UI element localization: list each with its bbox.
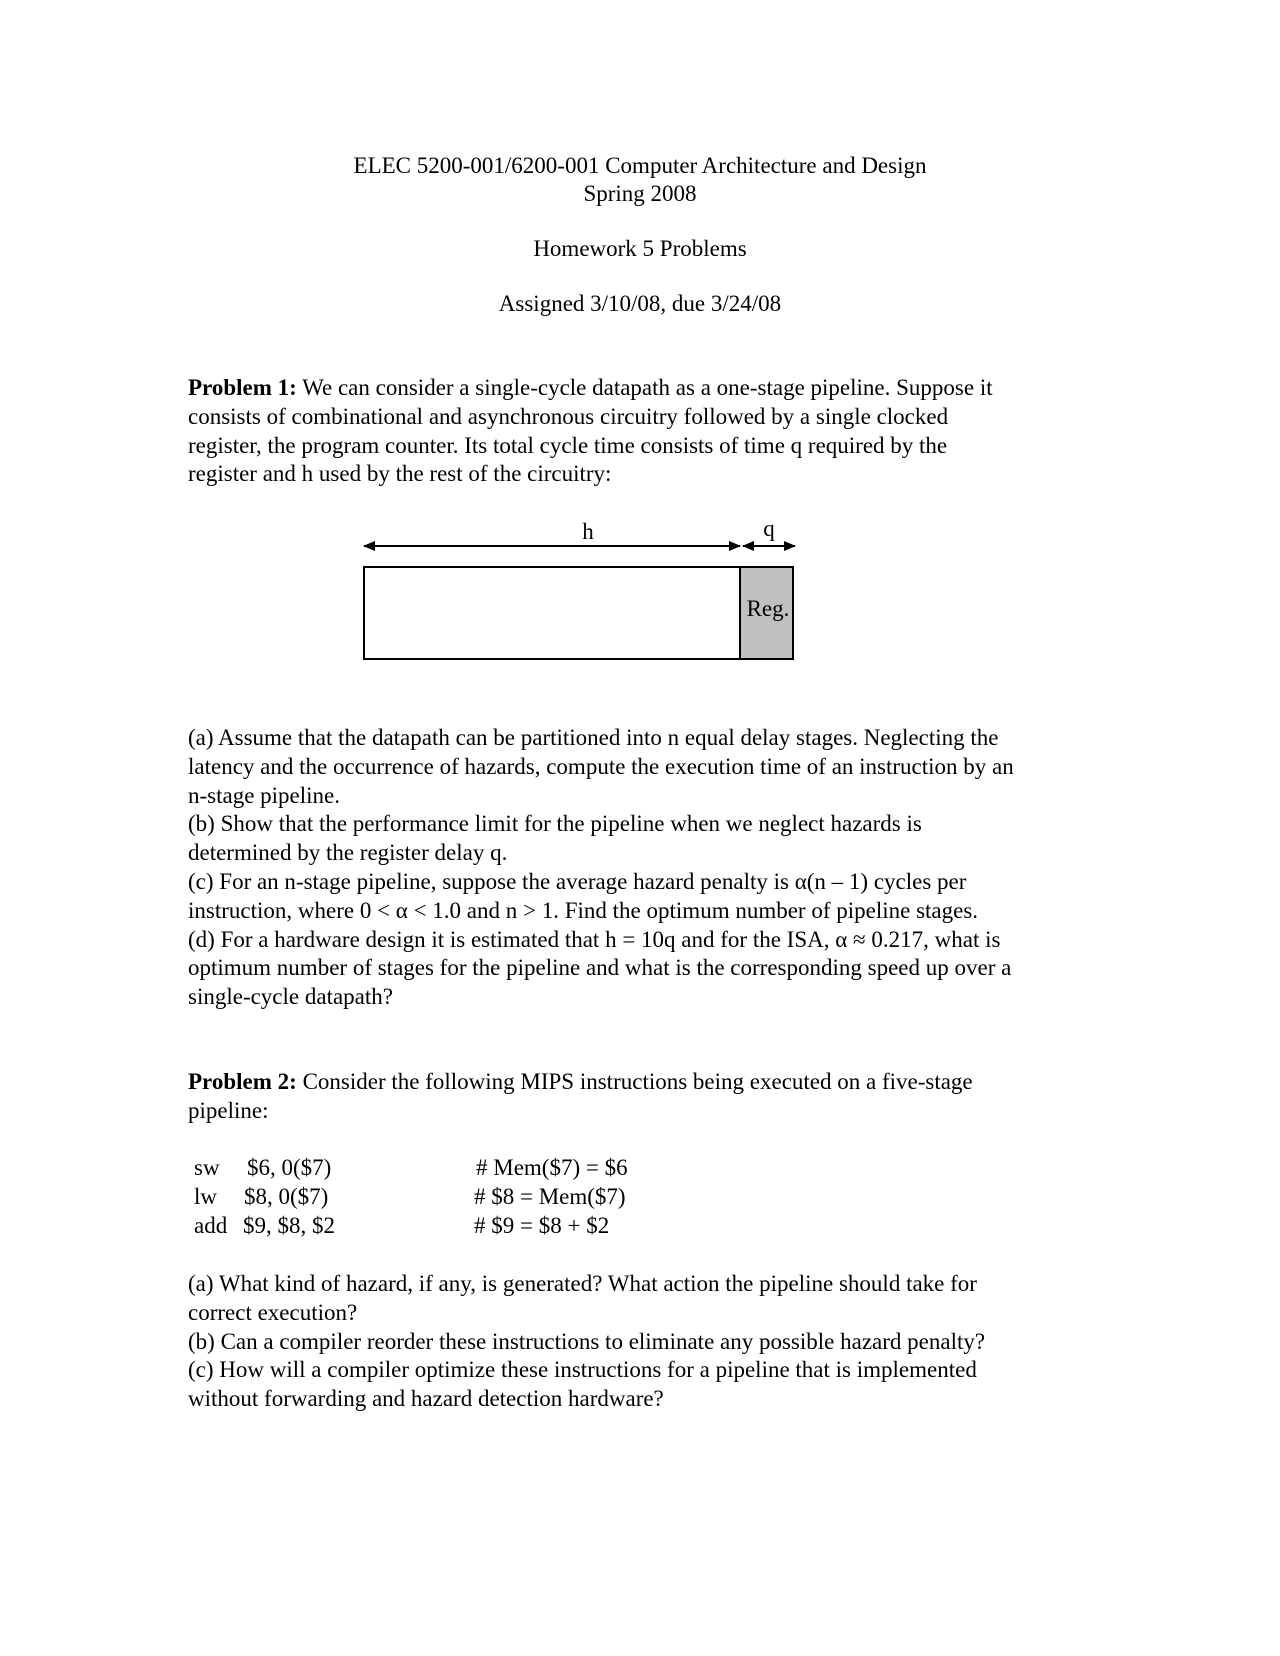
problem1-intro-line: Problem 1: We can consider a single-cycle datapath as a one-stage pipeline. Suppose it xyxy=(188,375,993,400)
problem1-questions xyxy=(188,724,1108,1012)
question-line: (b) Can a compiler reorder these instructions to eliminate any possible hazard penalty? xyxy=(188,1328,986,1354)
problem2-intro xyxy=(188,1068,1108,1126)
question-line: (c) For an n-stage pipeline, suppose the average hazard penalty is α(n – 1) cycles per xyxy=(188,868,967,894)
problem1-intro-line: register, the program counter. Its total cycle time consists of time q required by the xyxy=(188,432,948,458)
code-op: sw xyxy=(194,1155,220,1180)
question-line: (d) For a hardware design it is estimated that h = 10q and for the ISA, α ≈ 0.217, what is xyxy=(188,926,1001,952)
question-line: without forwarding and hazard detection hardware? xyxy=(188,1386,664,1412)
code-args: $8, 0($7) xyxy=(244,1184,329,1209)
assignment-dates: Assigned 3/10/08, due 3/24/08 xyxy=(498,291,782,316)
question-line: instruction, where 0 < α < 1.0 and n > 1. Find the optimum number of pipeline stages. xyxy=(188,897,979,923)
combinational-logic-box xyxy=(364,567,740,659)
question-line: (b) Show that the performance limit for the pipeline when we neglect hazards is xyxy=(188,811,922,837)
code-comment: # $9 = $8 + $2 xyxy=(474,1213,610,1238)
question-line: (a) What kind of hazard, if any, is generated? What action the pipeline should take for xyxy=(188,1271,977,1296)
question-line: (c) How will a compiler optimize these instructions for a pipeline that is implemented xyxy=(188,1357,977,1383)
h-label: h xyxy=(582,519,594,544)
term: Spring 2008 xyxy=(583,181,697,206)
problem1-label: Problem 1: xyxy=(188,375,297,400)
question-line: n-stage pipeline. xyxy=(188,782,341,808)
problem2-label: Problem 2: xyxy=(188,1069,297,1094)
code-args: $9, $8, $2 xyxy=(243,1213,335,1238)
question-line: single-cycle datapath? xyxy=(188,984,393,1010)
code-op: lw xyxy=(194,1184,217,1209)
code-op: add xyxy=(194,1213,228,1238)
question-line: (a) Assume that the datapath can be partitioned into n equal delay stages. Neglecting the xyxy=(188,725,999,750)
code-comment: # $8 = Mem($7) xyxy=(474,1184,626,1209)
register-label: Reg. xyxy=(746,596,790,621)
problem1-intro-line: consists of combinational and asynchronous circuitry followed by a single clocked xyxy=(188,403,949,429)
problem1-intro-line: register and h used by the rest of the circuitry: xyxy=(188,461,612,487)
problem2-questions xyxy=(188,1270,1108,1414)
question-line: optimum number of stages for the pipeline and what is the corresponding speed up over a xyxy=(188,955,1012,981)
problem2-intro-line: Problem 2: Consider the following MIPS instructions being executed on a five-stage xyxy=(188,1069,973,1094)
question-line: latency and the occurrence of hazards, compute the execution time of an instruction by an xyxy=(188,753,1014,779)
problem2-intro-line: pipeline: xyxy=(188,1097,269,1123)
homework-title: Homework 5 Problems xyxy=(533,236,747,261)
course-title: ELEC 5200-001/6200-001 Computer Architecture and Design xyxy=(353,153,927,178)
code-comment: # Mem($7) = $6 xyxy=(476,1155,628,1180)
code-args: $6, 0($7) xyxy=(247,1155,332,1180)
question-line: determined by the register delay q. xyxy=(188,840,508,866)
q-label: q xyxy=(763,516,775,541)
question-line: correct execution? xyxy=(188,1299,358,1325)
